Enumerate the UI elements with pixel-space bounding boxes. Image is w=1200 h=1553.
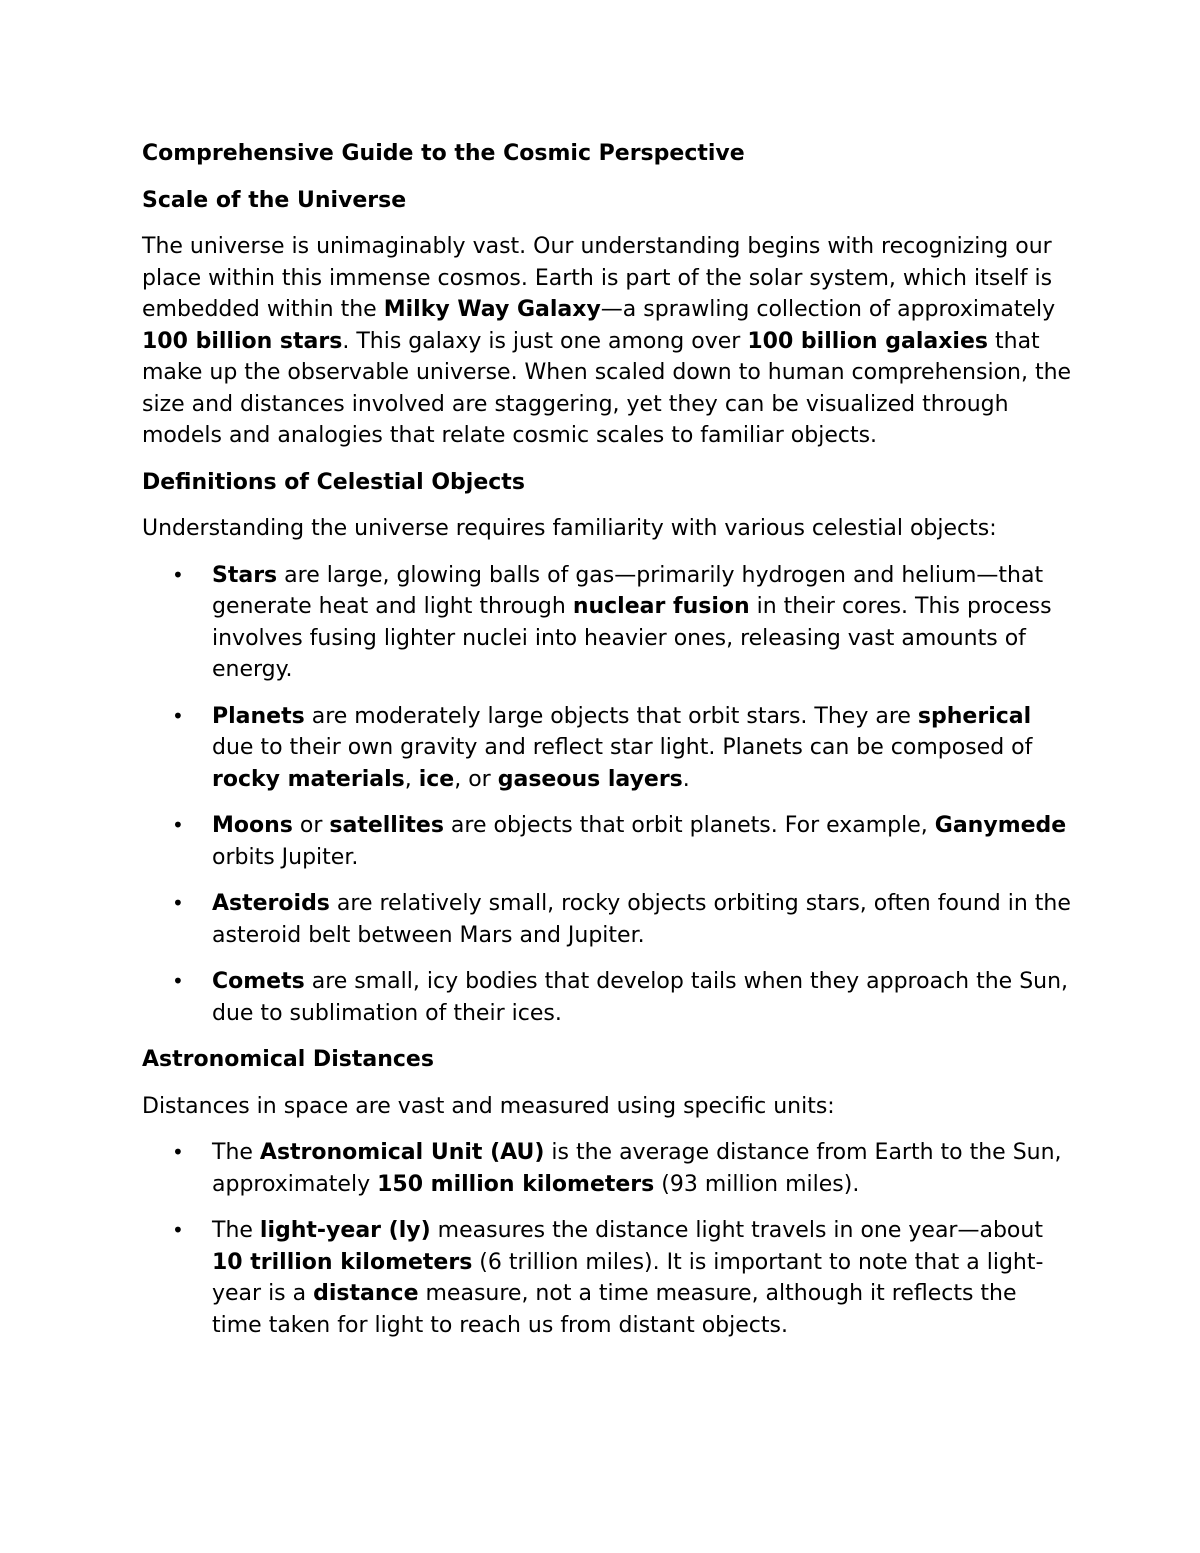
text-run: in their cores. This process involves fusing lighter nuclei into heavier ones, releasing vast amounts of energy. (212, 594, 1052, 682)
bullet-icon: • (172, 891, 184, 915)
bullet-icon: • (172, 969, 184, 993)
bold-term: Astronomical Unit (AU) (259, 1140, 545, 1165)
text-run: The (212, 1218, 260, 1243)
text-run: . This galaxy is just one among over (342, 328, 748, 354)
bold-term: 100 billion galaxies (747, 328, 988, 354)
text-run: The universe is unimaginably vast. Our understanding begins with recognizing our place within this immense cosmos. Earth is part of the solar system, which itself is embedded within the (142, 234, 1053, 322)
bold-term: Comets (212, 969, 305, 994)
bold-term: satellites (329, 813, 444, 838)
bold-term: ice (418, 766, 455, 792)
bullet-icon: • (172, 1218, 184, 1242)
bold-term: Stars (212, 562, 278, 588)
text-run: measures the distance light travels in one year—about (430, 1218, 1043, 1243)
text-run: —a sprawling collection of approximately (600, 297, 1056, 322)
bold-term: light-year (ly) (259, 1218, 431, 1243)
text-run: are large, glowing balls of gas—primarily hydrogen and helium—that generate heat and light through (212, 562, 1044, 619)
text-run: that make up the observable universe. When scaled down to human comprehension, the size and distances involved are staggering, yet they can be visualized through models and analogies that relate cosmic scales to familiar objects. (142, 328, 1072, 448)
text-run: . (682, 766, 690, 792)
bullet-icon: • (172, 562, 184, 587)
bullet-icon: • (172, 703, 184, 728)
bold-term: gaseous layers (497, 766, 683, 792)
text-run: are relatively small, rocky objects orbiting stars, often found in the asteroid belt between Mars and Jupiter. (212, 891, 1071, 948)
section-heading-scale: Scale of the Universe (142, 187, 407, 213)
text-run: or (292, 813, 330, 838)
bullet-icon: • (172, 1140, 184, 1164)
text-run: , or (454, 766, 498, 792)
bold-term: Asteroids (212, 891, 330, 916)
list-item-asteroids (142, 888, 1072, 951)
bold-term: Planets (212, 703, 305, 729)
paragraph-definitions-intro: Understanding the universe requires familiarity with various celestial objects: (142, 516, 997, 541)
text-run: The (212, 1140, 260, 1165)
list-item-comets (142, 966, 1072, 1029)
list-item-au (142, 1137, 1072, 1200)
text-run: (6 trillion miles). It is important to note that a light-year is a (212, 1249, 1044, 1306)
text-run: due to their own gravity and reflect star light. Planets can be composed of (212, 735, 1033, 760)
bold-term: 100 billion stars (142, 328, 343, 354)
bold-term: distance (313, 1281, 419, 1306)
bold-term: Milky Way Galaxy (383, 297, 601, 322)
section-heading-definitions: Definitions of Celestial Objects (142, 469, 525, 495)
list-item-moons (142, 810, 1072, 873)
bold-term: 10 trillion kilometers (212, 1249, 473, 1275)
bullet-icon: • (172, 813, 184, 837)
list-item-stars (142, 560, 1072, 686)
paragraph-scale (142, 231, 1072, 452)
section-heading-distances: Astronomical Distances (142, 1047, 434, 1072)
document-page (142, 138, 1072, 1356)
bold-term: 150 million kilometers (377, 1171, 655, 1197)
list-item-planets (142, 701, 1072, 796)
bold-term: Moons (212, 813, 293, 838)
list-celestial-objects (142, 560, 1072, 1030)
bold-term: Ganymede (934, 813, 1067, 838)
text-run: are moderately large objects that orbit stars. They are (304, 703, 918, 729)
document-title: Comprehensive Guide to the Cosmic Perspective (142, 141, 745, 166)
text-run: (93 million miles). (654, 1171, 860, 1197)
bold-term: nuclear fusion (572, 594, 750, 619)
paragraph-distances-intro: Distances in space are vast and measured using specific units: (142, 1093, 835, 1119)
bold-term: rocky materials (212, 766, 405, 792)
text-run: is the average distance from Earth to the Sun, approximately (212, 1140, 1062, 1197)
text-run: are objects that orbit planets. For example, (443, 813, 935, 838)
text-run: , (404, 766, 419, 792)
text-run: orbits Jupiter. (212, 844, 359, 870)
list-item-light-year (142, 1215, 1072, 1341)
text-run: measure, not a time measure, although it reflects the time taken for light to reach us from distant objects. (212, 1281, 1017, 1338)
text-run: are small, icy bodies that develop tails when they approach the Sun, due to sublimation of their ices. (212, 969, 1069, 1026)
bold-term: spherical (917, 703, 1032, 729)
list-distance-units (142, 1137, 1072, 1341)
